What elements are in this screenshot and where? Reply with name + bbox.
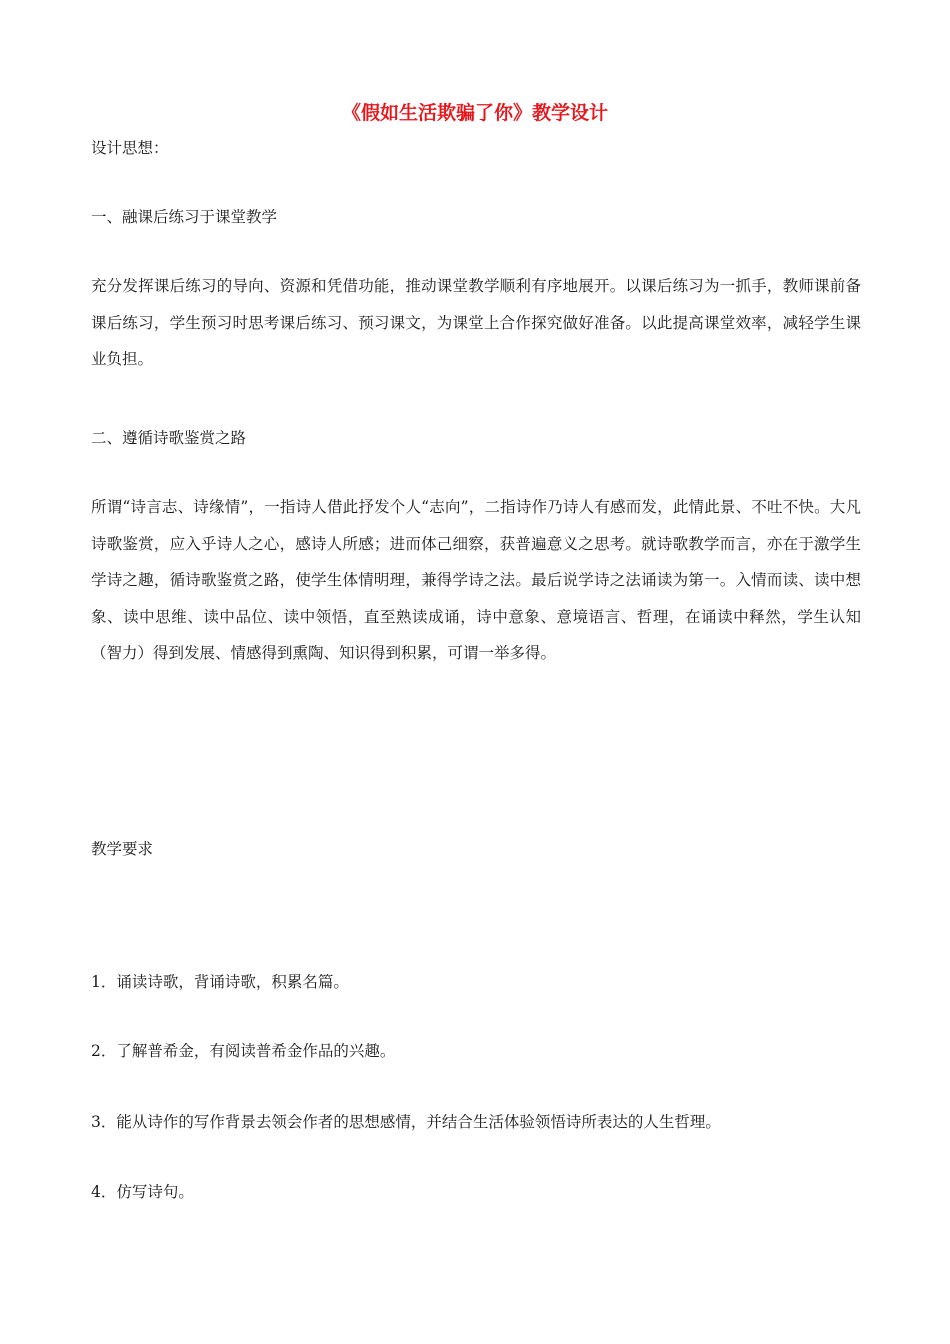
requirement-item-1: 1．诵读诗歌，背诵诗歌，积累名篇。 xyxy=(91,973,349,991)
requirement-item-4: 4．仿写诗句。 xyxy=(91,1183,194,1201)
requirement-item-3: 3．能从诗作的写作背景去领会作者的思想感情，并结合生活体验领悟诗所表达的人生哲理。 xyxy=(91,1113,721,1131)
design-thoughts-heading: 设计思想： xyxy=(91,139,169,157)
requirements-heading: 教学要求 xyxy=(91,840,154,858)
section2-heading: 二、遵循诗歌鉴赏之路 xyxy=(91,429,247,447)
section2-body: 所谓“诗言志、诗缘情”，一指诗人借此抒发个人“志向”，二指诗作乃诗人有感而发，此情此景、不吐不快。大凡诗歌鉴赏，应入乎诗人之心，感诗人所感；进而体己细察，获普遍意义之思考。就诗歌教学而言，亦在于激学生学诗之趣，循诗歌鉴赏之路，使学生体情明理，兼得学诗之法。最后说学诗之法诵读为第一。入情而读、读中想象、读中思维、读中品位、读中领悟，直至熟读成诵，诗中意象、意境语言、哲理，在诵读中释然，学生认知（智力）得到发展、情感得到熏陶、知识得到积累，可谓一举多得。 xyxy=(91,498,861,662)
requirement-item-2: 2．了解普希金，有阅读普希金作品的兴趣。 xyxy=(91,1042,396,1060)
section1-heading: 一、融课后练习于课堂教学 xyxy=(91,208,278,226)
document-title: 《假如生活欺骗了你》教学设计 xyxy=(341,102,608,124)
section1-body: 充分发挥课后练习的导向、资源和凭借功能，推动课堂教学顺利有序地展开。以课后练习为一抓手，教师课前备课后练习，学生预习时思考课后练习、预习课文，为课堂上合作探究做好准备。以此提高课堂效率，减轻学生课业负担。 xyxy=(91,277,861,368)
